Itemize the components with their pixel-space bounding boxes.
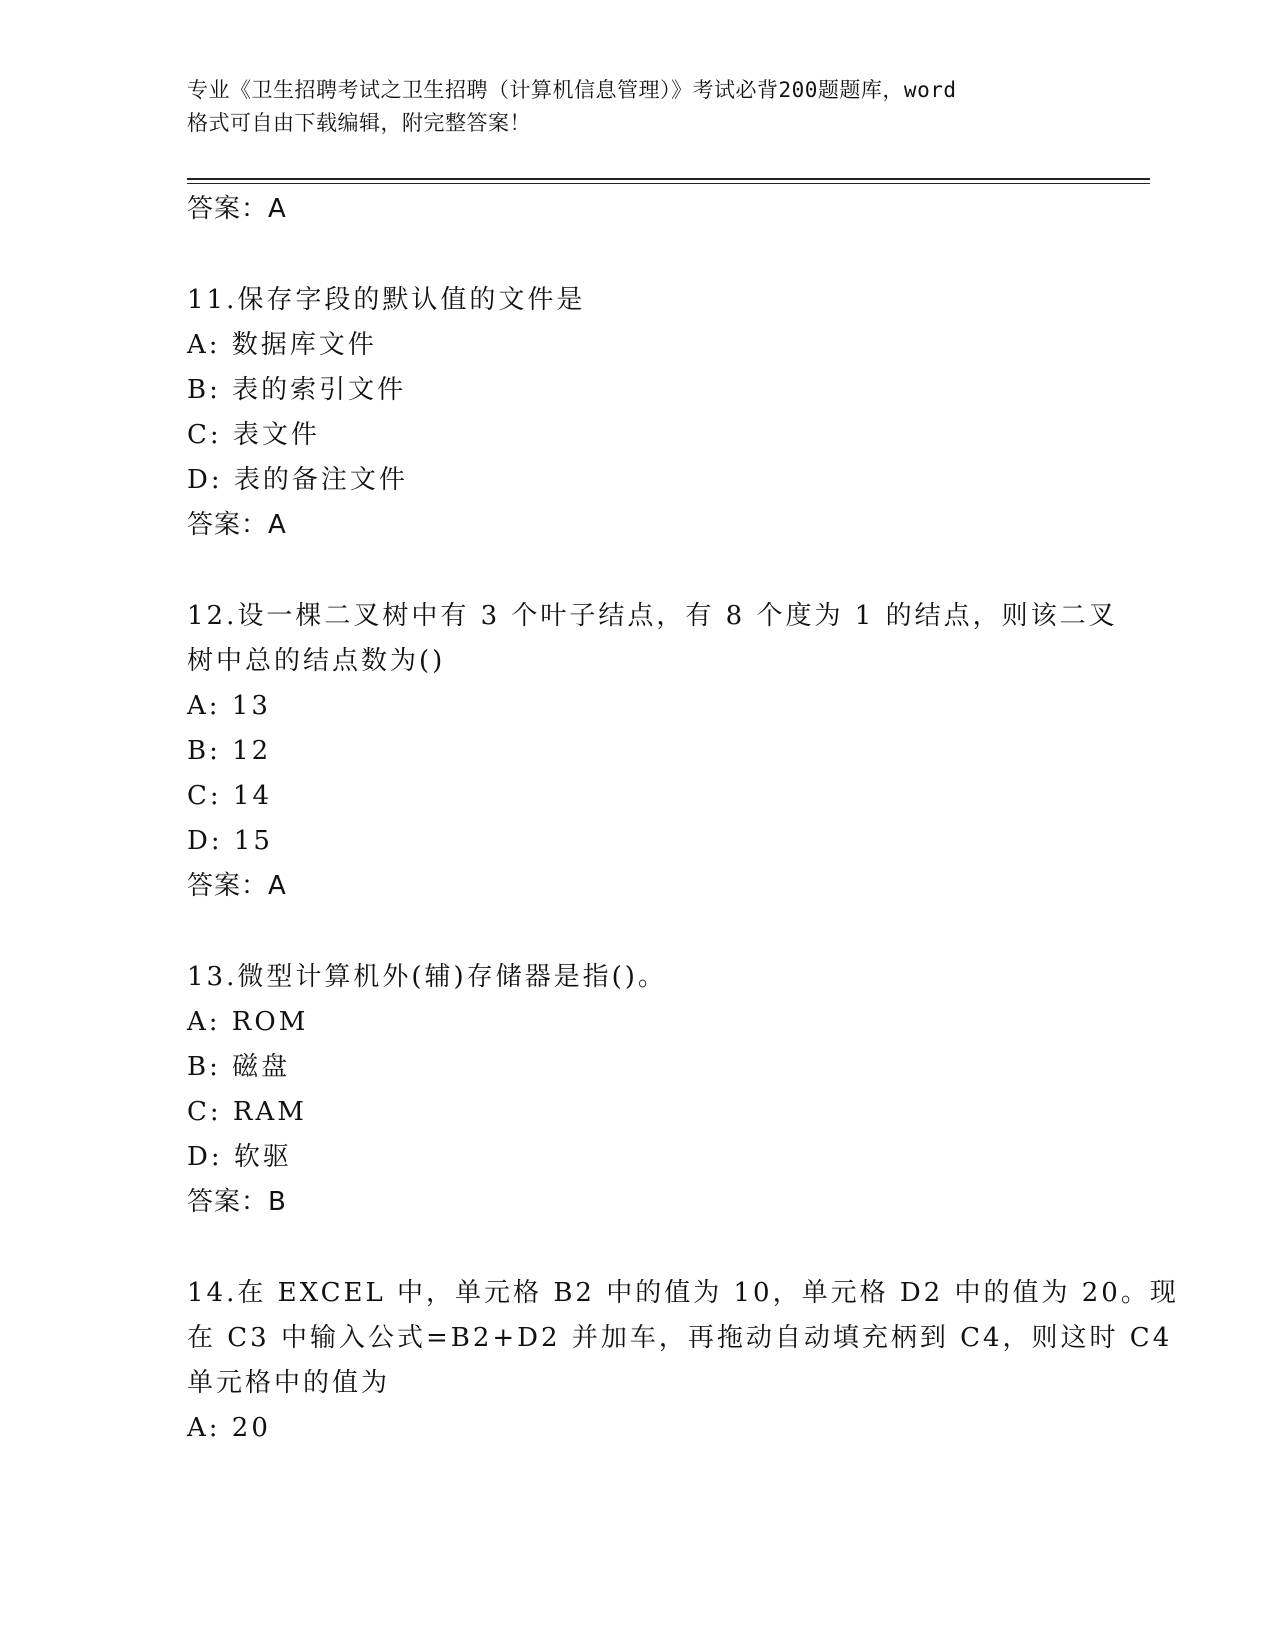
question-13-option-d: D: 软驱: [187, 1142, 292, 1172]
question-14-option-a: A: 20: [187, 1413, 271, 1443]
question-12-option-d: D: 15: [187, 826, 273, 856]
question-14-stem-line-3: 单元格中的值为: [187, 1368, 391, 1398]
question-13-answer: 答案：B: [187, 1187, 287, 1217]
header-line-1: 专业《卫生招聘考试之卫生招聘（计算机信息管理）》考试必背200题题库，word: [187, 78, 957, 102]
question-11-option-c: C: 表文件: [187, 420, 320, 450]
question-12-stem-line-1: 12.设一棵二叉树中有 3 个叶子结点，有 8 个度为 1 的结点，则该二叉: [187, 601, 1118, 631]
header-divider-thick: [187, 178, 1150, 180]
document-header: [187, 74, 1087, 140]
question-12-option-b: B: 12: [187, 736, 272, 766]
question-12-option-c: C: 14: [187, 781, 273, 811]
question-11-answer: 答案：A: [187, 510, 287, 540]
question-13-stem: 13.微型计算机外(辅)存储器是指()。: [187, 962, 667, 992]
question-11-option-a: A: 数据库文件: [187, 330, 377, 360]
question-14-stem-line-2: 在 C3 中输入公式=B2+D2 并加车，再拖动自动填充柄到 C4，则这时 C4: [187, 1323, 1173, 1353]
question-11-option-b: B: 表的索引文件: [187, 375, 407, 405]
header-line-2: 格式可自由下载编辑，附完整答案！: [187, 111, 531, 135]
question-13-option-a: A: ROM: [187, 1007, 309, 1037]
question-11-option-d: D: 表的备注文件: [187, 465, 408, 495]
previous-answer: 答案：A: [187, 194, 287, 224]
header-divider-thin: [187, 183, 1150, 184]
question-11-stem: 11.保存字段的默认值的文件是: [187, 285, 586, 315]
question-12-answer: 答案：A: [187, 871, 287, 901]
question-12-stem-line-2: 树中总的结点数为(): [187, 646, 446, 676]
question-13-option-b: B: 磁盘: [187, 1052, 291, 1082]
question-12-option-a: A: 13: [187, 691, 271, 721]
question-13-option-c: C: RAM: [187, 1097, 307, 1127]
question-14-stem-line-1: 14.在 EXCEL 中，单元格 B2 中的值为 10，单元格 D2 中的值为 20。现: [187, 1278, 1179, 1308]
